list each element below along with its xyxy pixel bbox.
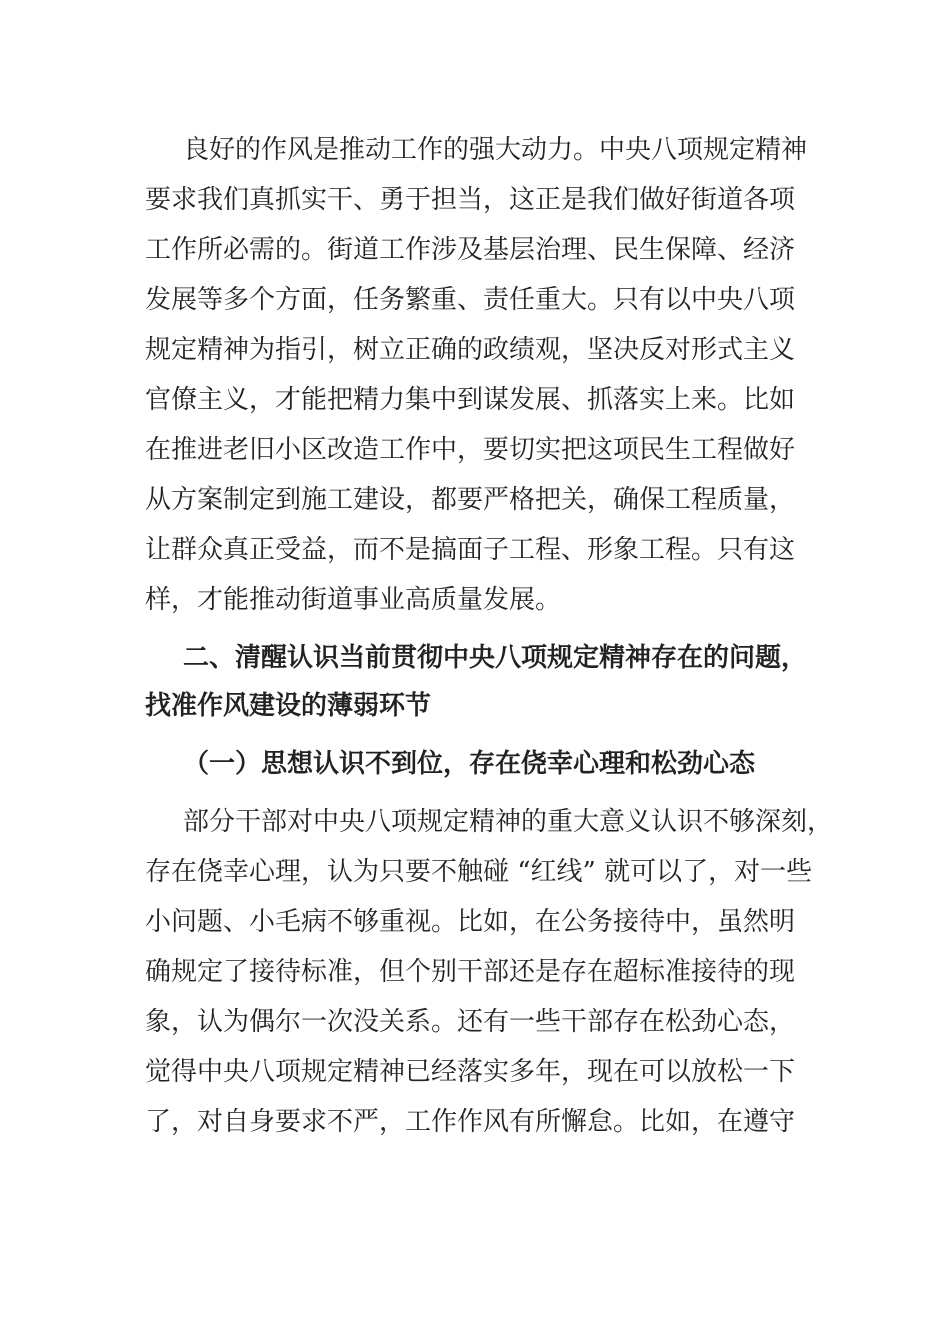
paragraph-1-line-2: 要求我们真抓实干、勇于担当，这正是我们做好街道各项 — [145, 185, 796, 215]
paragraph-2-line-4: 确规定了接待标准，但个别干部还是存在超标准接待的现 — [145, 957, 796, 987]
paragraph-1-line-7: 在推进老旧小区改造工作中，要切实把这项民生工程做好 — [145, 435, 796, 465]
paragraph-2-line-6: 觉得中央八项规定精神已经落实多年，现在可以放松一下 — [145, 1057, 796, 1087]
paragraph-1-line-10: 样，才能推动街道事业高质量发展。 — [145, 585, 562, 615]
paragraph-1-line-5: 规定精神为指引，树立正确的政绩观，坚决反对形式主义 — [145, 335, 796, 365]
section-heading-line-1: 二、清醒认识当前贯彻中央八项规定精神存在的问题， — [183, 643, 808, 673]
paragraph-2-line-3: 小问题、小毛病不够重视。比如，在公务接待中，虽然明 — [145, 907, 796, 937]
paragraph-2-line-1: 部分干部对中央八项规定精神的重大意义认识不够深刻， — [183, 807, 834, 837]
paragraph-1-line-9: 让群众真正受益，而不是搞面子工程、形象工程。只有这 — [145, 535, 796, 565]
section-heading-line-2: 找准作风建设的薄弱环节 — [145, 691, 432, 721]
paragraph-1-line-6: 官僚主义，才能把精力集中到谋发展、抓落实上来。比如 — [145, 385, 796, 415]
paragraph-1-line-3: 工作所必需的。街道工作涉及基层治理、民生保障、经济 — [145, 235, 796, 265]
paragraph-2-line-7: 了，对自身要求不严，工作作风有所懈怠。比如，在遵守 — [145, 1107, 796, 1137]
paragraph-1-line-8: 从方案制定到施工建设，都要严格把关，确保工程质量， — [145, 485, 796, 515]
paragraph-2-line-5: 象，认为偶尔一次没关系。还有一些干部存在松劲心态， — [145, 1007, 796, 1037]
paragraph-1-line-4: 发展等多个方面，任务繁重、责任重大。只有以中央八项 — [145, 285, 796, 315]
paragraph-2-line-2: 存在侥幸心理，认为只要不触碰 “红线” 就可以了，对一些 — [145, 857, 813, 887]
subsection-heading: （一）思想认识不到位，存在侥幸心理和松劲心态 — [183, 749, 756, 779]
paragraph-1-line-1: 良好的作风是推动工作的强大动力。中央八项规定精神 — [183, 135, 808, 165]
